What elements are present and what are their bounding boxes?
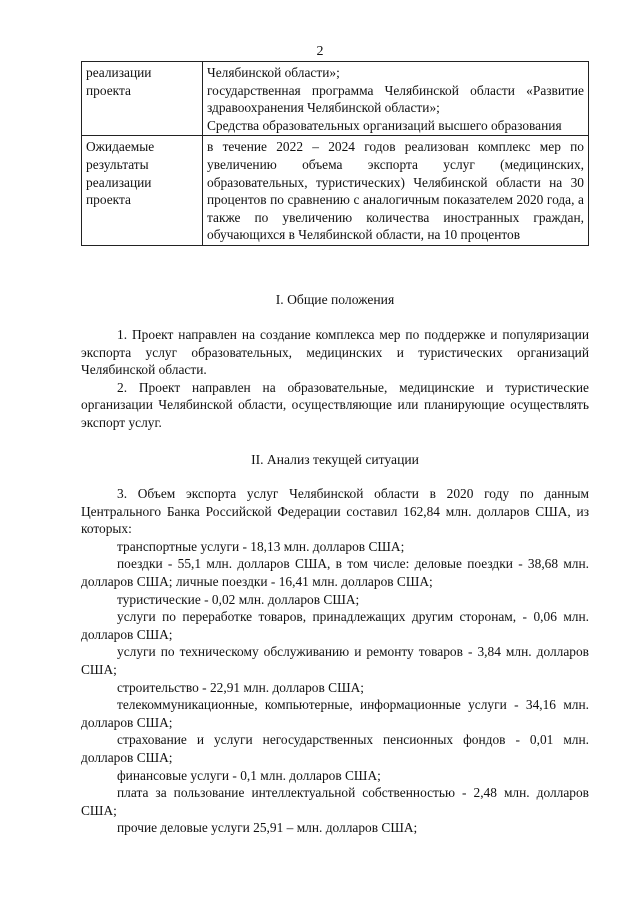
table-cell-label: реализации проекта xyxy=(82,62,203,136)
list-item: туристические - 0,02 млн. долларов США; xyxy=(117,591,360,607)
table-cell-label: Ожидаемые результаты реализации проекта xyxy=(82,136,203,246)
list-item: прочие деловые услуги 25,91 – млн. долларов США; xyxy=(117,820,418,836)
table-cell-line: Челябинской области»; xyxy=(207,65,340,80)
list-item: транспортные услуги - 18,13 млн. долларов США; xyxy=(117,538,405,554)
section-analysis-body xyxy=(81,485,589,837)
section-heading-analysis: II. Анализ текущей ситуации xyxy=(251,452,419,467)
list-item: строительство - 22,91 млн. долларов США; xyxy=(117,679,365,695)
section-general-body xyxy=(81,326,589,432)
paragraph: 3. Объем экспорта услуг Челябинской области в 2020 году по данным Центрального Банка Российской Федерации составил 162,84 млн. долларов США, из которых: xyxy=(81,486,589,537)
table-cell-line: государственная программа Челябинской области «Развитие здравоохранения Челябинской области»; xyxy=(207,82,584,116)
table-cell-value xyxy=(203,62,589,136)
list-item: услуги по техническому обслуживанию и ремонту товаров - 3,84 млн. долларов США; xyxy=(81,644,589,677)
section-heading-general: I. Общие положения xyxy=(275,292,395,307)
paragraph: 2. Проект направлен на образовательные, медицинские и туристические организации Челябинской области, осуществляющие или планирующие осуществлять экспорт услуг. xyxy=(81,379,589,430)
list-item: плата за пользование интеллектуальной собственностью - 2,48 млн. долларов США; xyxy=(81,785,589,818)
table-row xyxy=(82,136,589,246)
list-item: поездки - 55,1 млн. долларов США, в том числе: деловые поездки - 38,68 млн. долларов США; личные поездки - 16,41 млн. долларов США; xyxy=(81,556,589,589)
table-cell-line: в течение 2022 – 2024 годов реализован комплекс мер по увеличению объема экспорта услуг (медицинских, образовательных, туристических) Челябинской области на 30 процентов по сравнению с аналогичным показателем 2020 года, а также по увеличению количества иностранных граждан, обучающихся в Челябинской области, на 10 процентов xyxy=(207,139,584,243)
table-cell-value xyxy=(203,136,589,246)
list-item: телекоммуникационные, компьютерные, информационные услуги - 34,16 млн. долларов США; xyxy=(81,697,589,730)
list-item: финансовые услуги - 0,1 млн. долларов США; xyxy=(117,767,381,783)
list-item: услуги по переработке товаров, принадлежащих другим сторонам, - 0,06 млн. долларов США; xyxy=(81,609,589,642)
paragraph: 1. Проект направлен на создание комплекса мер по поддержке и популяризации экспорта услуг образовательных, медицинских и туристических организаций Челябинской области. xyxy=(81,327,589,378)
table-cell-line: Средства образовательных организаций высшего образования xyxy=(207,117,562,133)
table-row xyxy=(82,62,589,136)
list-item: страхование и услуги негосударственных пенсионных фондов - 0,01 млн. долларов США; xyxy=(81,732,589,765)
page-number: 2 xyxy=(316,44,324,59)
project-passport-table xyxy=(81,61,589,246)
